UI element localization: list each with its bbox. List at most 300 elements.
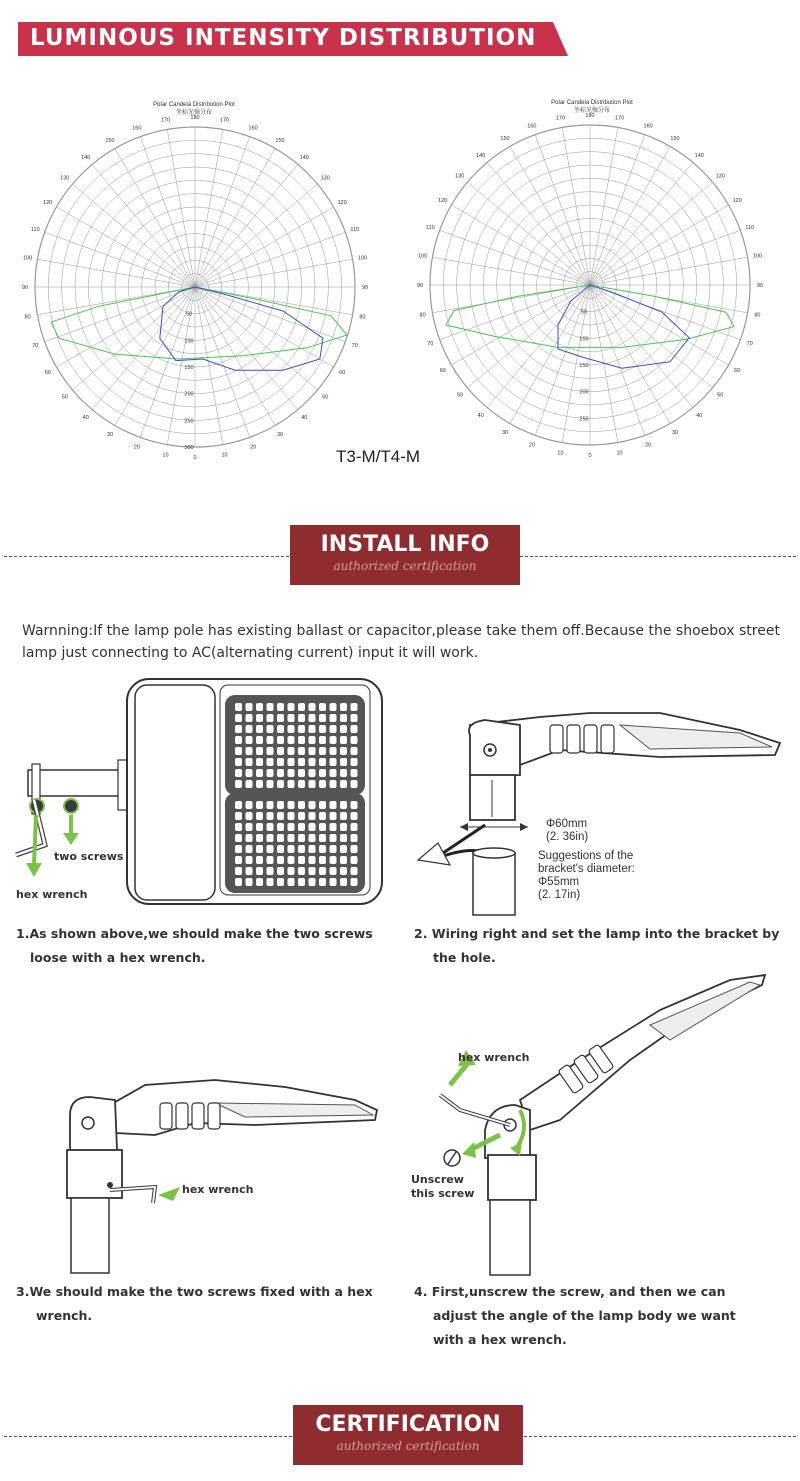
led-cell — [309, 845, 316, 853]
led-cell — [351, 845, 358, 853]
polar-spoke — [195, 232, 345, 287]
led-cell — [256, 758, 263, 766]
angle-label: 120 — [337, 200, 347, 206]
angle-label: 20 — [250, 444, 257, 451]
callout-hex-wrench-3: hex wrench — [182, 1183, 254, 1196]
led-cell — [298, 823, 305, 831]
led-cell — [330, 747, 337, 755]
callout-hex-wrench-4: hex wrench — [458, 1051, 530, 1064]
led-cell — [246, 856, 253, 864]
step-4-text: 4. First,unscrew the screw, and then we can adjust the angle of the lamp body we want with a hex wrench. — [414, 1284, 736, 1347]
illustration-fix-screws — [55, 1075, 385, 1275]
angle-label: 40 — [696, 413, 703, 420]
led-cell — [267, 703, 274, 711]
install-info-title: INSTALL INFO — [320, 532, 490, 557]
angle-label: 130 — [60, 175, 70, 182]
angle-label: 60 — [734, 368, 741, 374]
led-cell — [256, 856, 263, 864]
led-cell — [235, 834, 242, 842]
led-cell — [277, 725, 284, 733]
led-cell — [235, 736, 242, 744]
led-cell — [256, 725, 263, 733]
led-cell — [319, 714, 326, 722]
angle-label: 120 — [438, 198, 448, 204]
led-cell — [319, 769, 326, 777]
led-cell — [277, 856, 284, 864]
angle-label: 30 — [501, 430, 509, 437]
led-cell — [330, 845, 337, 853]
led-cell — [267, 736, 274, 744]
led-cell — [246, 703, 253, 711]
led-cell — [309, 823, 316, 831]
angle-label: 80 — [419, 312, 426, 319]
led-cell — [277, 714, 284, 722]
led-cell — [319, 736, 326, 744]
led-cell — [277, 758, 284, 766]
led-cell — [246, 780, 253, 788]
led-cell — [330, 856, 337, 864]
led-cell — [256, 867, 263, 875]
led-cell — [319, 747, 326, 755]
led-cell — [309, 856, 316, 864]
polar-spoke — [140, 137, 195, 287]
polar-spoke — [590, 285, 740, 340]
angle-label: 10 — [221, 452, 228, 459]
led-cell — [267, 834, 274, 842]
led-cell — [235, 769, 242, 777]
angle-label: 70 — [746, 341, 753, 348]
step-2-text: 2. Wiring right and set the lamp into the bracket by the hole. — [414, 926, 780, 965]
radial-label: 200 — [579, 389, 589, 396]
angle-label: 120 — [732, 198, 742, 204]
led-cell — [298, 834, 305, 842]
polar-spoke — [45, 232, 195, 287]
led-cell — [267, 867, 274, 875]
led-cell — [298, 812, 305, 820]
led-cell — [319, 758, 326, 766]
led-cell — [246, 725, 253, 733]
led-cell — [330, 758, 337, 766]
radial-label: 250 — [579, 416, 589, 423]
radial-label: 50 — [185, 311, 193, 318]
led-cell — [340, 823, 347, 831]
led-cell — [246, 878, 253, 886]
led-cell — [351, 736, 358, 744]
polar-spoke — [590, 230, 740, 285]
angle-label: 10 — [557, 450, 564, 457]
led-cell — [319, 801, 326, 809]
banner-title: LUMINOUS INTENSITY DISTRIBUTION — [30, 25, 537, 51]
led-cell — [288, 834, 295, 842]
led-cell — [288, 758, 295, 766]
polar-plot-title-left: Polar Candela Distribution Plot 坐标光强分布 — [153, 102, 235, 116]
led-cell — [351, 834, 358, 842]
angle-label: 70 — [32, 343, 39, 350]
led-cell — [267, 856, 274, 864]
led-cell — [330, 823, 337, 831]
angle-label: 110 — [350, 226, 360, 233]
led-cell — [288, 780, 295, 788]
led-cell — [309, 769, 316, 777]
led-cell — [298, 878, 305, 886]
led-cell — [330, 736, 337, 744]
led-cell — [340, 769, 347, 777]
divider-left-2 — [4, 1436, 292, 1437]
led-cell — [256, 845, 263, 853]
polar-spoke — [535, 135, 590, 285]
led-cell — [267, 758, 274, 766]
angle-label: 0 — [588, 453, 592, 459]
led-cell — [246, 758, 253, 766]
led-cell — [256, 703, 263, 711]
led-cell — [319, 867, 326, 875]
led-cell — [235, 856, 242, 864]
angle-label: 170 — [160, 117, 171, 124]
led-cell — [298, 856, 305, 864]
led-cell — [288, 878, 295, 886]
led-cell — [235, 758, 242, 766]
angle-label: 20 — [133, 444, 140, 451]
led-cell — [319, 780, 326, 788]
radial-label: 150 — [579, 363, 589, 369]
angle-label: 160 — [527, 123, 537, 130]
led-cell — [340, 703, 347, 711]
led-cell — [235, 780, 242, 788]
led-cell — [330, 714, 337, 722]
angle-label: 70 — [427, 341, 434, 348]
led-cell — [267, 780, 274, 788]
led-cell — [256, 823, 263, 831]
angle-label: 140 — [299, 154, 309, 161]
led-cell — [309, 834, 316, 842]
section-banner — [18, 22, 568, 56]
led-cell — [340, 714, 347, 722]
angle-label: 170 — [555, 115, 566, 122]
polar-spoke — [140, 287, 195, 437]
led-cell — [309, 758, 316, 766]
angle-label: 50 — [322, 394, 329, 401]
divider-right-2 — [524, 1436, 796, 1437]
diameter-60: Φ60mm (2. 36in) — [546, 818, 589, 843]
led-cell — [340, 736, 347, 744]
angle-label: 80 — [24, 314, 31, 321]
led-cell — [288, 856, 295, 864]
angle-label: 110 — [745, 224, 755, 231]
led-cell — [277, 845, 284, 853]
angle-label: 80 — [754, 312, 761, 319]
led-cell — [340, 780, 347, 788]
radial-label: 50 — [580, 309, 588, 316]
led-cell — [267, 823, 274, 831]
led-cell — [246, 834, 253, 842]
led-cell — [330, 801, 337, 809]
led-cell — [267, 747, 274, 755]
radial-label: 150 — [184, 365, 194, 371]
polar-plot-left — [20, 110, 380, 461]
led-cell — [351, 867, 358, 875]
led-cell — [330, 867, 337, 875]
led-cell — [246, 867, 253, 875]
angle-label: 10 — [616, 450, 623, 457]
angle-label: 120 — [43, 200, 53, 206]
angle-label: 50 — [61, 394, 68, 401]
led-cell — [277, 834, 284, 842]
angle-label: 30 — [106, 432, 114, 439]
led-cell — [319, 812, 326, 820]
led-cell — [267, 725, 274, 733]
led-cell — [277, 878, 284, 886]
angle-label: 40 — [477, 413, 484, 420]
polar-spoke — [535, 285, 590, 435]
led-cell — [319, 823, 326, 831]
led-cell — [309, 780, 316, 788]
led-cell — [351, 747, 358, 755]
angle-label: 100 — [22, 255, 33, 262]
led-cell — [298, 769, 305, 777]
angle-label: 140 — [81, 154, 91, 161]
led-cell — [340, 747, 347, 755]
angle-label: 50 — [456, 392, 463, 399]
model-label: T3-M/T4-M — [336, 447, 421, 466]
led-cell — [351, 725, 358, 733]
led-cell — [235, 878, 242, 886]
led-cell — [298, 725, 305, 733]
angle-label: 30 — [276, 432, 284, 439]
led-cell — [277, 812, 284, 820]
certification-header — [293, 1405, 523, 1465]
angle-label: 40 — [301, 415, 308, 422]
certification-title: CERTIFICATION — [315, 1412, 501, 1437]
angle-label: 180 — [190, 115, 200, 121]
polar-spoke — [590, 285, 645, 435]
led-cell — [298, 845, 305, 853]
led-cell — [319, 725, 326, 733]
angle-label: 100 — [752, 253, 763, 260]
led-cell — [267, 769, 274, 777]
led-cell — [351, 801, 358, 809]
led-cell — [277, 823, 284, 831]
led-cell — [330, 878, 337, 886]
led-cell — [288, 823, 295, 831]
bracket-suggestion: Suggestions of the bracket's diameter: Φ55mm (2. 17in) — [538, 850, 635, 901]
angle-label: 100 — [357, 255, 368, 262]
led-cell — [351, 769, 358, 777]
led-cell — [340, 878, 347, 886]
led-cell — [351, 758, 358, 766]
polar-spoke — [440, 285, 590, 343]
led-cell — [330, 780, 337, 788]
led-cell — [246, 714, 253, 722]
led-cell — [277, 769, 284, 777]
led-cell — [340, 867, 347, 875]
led-cell — [340, 845, 347, 853]
led-cell — [330, 812, 337, 820]
led-cell — [235, 801, 242, 809]
led-cell — [267, 801, 274, 809]
led-cell — [319, 856, 326, 864]
radial-label: 200 — [184, 391, 194, 398]
step-3-text: 3.We should make the two screws fixed with a hex wrench. — [16, 1284, 373, 1323]
angle-label: 160 — [132, 125, 142, 132]
angle-label: 130 — [715, 173, 725, 180]
led-cell — [351, 812, 358, 820]
led-cell — [235, 747, 242, 755]
led-cell — [319, 878, 326, 886]
led-cell — [235, 725, 242, 733]
led-cell — [340, 725, 347, 733]
led-cell — [298, 801, 305, 809]
angle-label: 40 — [82, 415, 89, 422]
led-cell — [246, 812, 253, 820]
polar-spoke — [195, 137, 250, 287]
led-cell — [319, 834, 326, 842]
install-info-header — [290, 525, 520, 585]
angle-label: 0 — [193, 455, 197, 461]
led-cell — [246, 769, 253, 777]
led-cell — [235, 714, 242, 722]
led-cell — [351, 856, 358, 864]
led-cell — [340, 758, 347, 766]
led-cell — [267, 845, 274, 853]
led-cell — [309, 747, 316, 755]
angle-label: 60 — [439, 368, 446, 374]
led-cell — [309, 736, 316, 744]
led-cell — [256, 801, 263, 809]
led-cell — [267, 812, 274, 820]
led-cell — [246, 736, 253, 744]
led-cell — [330, 834, 337, 842]
radial-label: 300 — [184, 445, 194, 451]
angle-label: 130 — [455, 173, 465, 180]
led-cell — [288, 714, 295, 722]
angle-label: 70 — [351, 343, 358, 350]
polar-plot-title-right: Polar Candela Distribution Plot 坐标光强分布 — [551, 100, 633, 114]
led-cell — [256, 747, 263, 755]
led-cell — [235, 703, 242, 711]
led-cell — [351, 823, 358, 831]
led-cell — [319, 845, 326, 853]
polar-plot-right — [415, 108, 775, 459]
led-cell — [277, 747, 284, 755]
led-cell — [288, 703, 295, 711]
led-cell — [256, 714, 263, 722]
led-cell — [267, 878, 274, 886]
angle-label: 160 — [248, 125, 258, 132]
led-cell — [319, 703, 326, 711]
led-cell — [235, 823, 242, 831]
angle-label: 90 — [416, 283, 424, 289]
led-cell — [288, 812, 295, 820]
led-cell — [298, 703, 305, 711]
callout-two-screws: two screws — [54, 850, 124, 863]
led-cell — [288, 867, 295, 875]
led-cell — [351, 703, 358, 711]
angle-label: 140 — [694, 152, 704, 159]
angle-label: 30 — [671, 430, 679, 437]
led-cell — [256, 769, 263, 777]
polar-spoke — [45, 287, 195, 345]
led-cell — [298, 758, 305, 766]
angle-label: 80 — [359, 314, 366, 321]
divider-right — [520, 556, 796, 557]
angle-label: 150 — [500, 135, 510, 142]
certification-subtitle: authorized certification — [336, 1439, 480, 1453]
led-cell — [340, 801, 347, 809]
led-cell — [277, 801, 284, 809]
warning-text: Warnning:If the lamp pole has existing ballast or capacitor,please take them off.Because the shoebox street lamp just connecting to AC(alternating current) input it will work. — [22, 623, 780, 661]
led-cell — [330, 725, 337, 733]
led-cell — [351, 780, 358, 788]
led-cell — [256, 878, 263, 886]
angle-label: 150 — [275, 137, 285, 144]
led-cell — [256, 812, 263, 820]
illustration-top-view — [10, 675, 390, 910]
polar-spoke — [590, 135, 645, 285]
illustration-adjust-angle — [430, 970, 775, 1280]
led-cell — [340, 856, 347, 864]
led-cell — [309, 714, 316, 722]
polar-spoke — [440, 230, 590, 285]
angle-label: 180 — [585, 113, 595, 119]
led-cell — [256, 780, 263, 788]
led-cell — [277, 867, 284, 875]
led-cell — [235, 812, 242, 820]
angle-label: 10 — [162, 452, 169, 459]
angle-label: 110 — [425, 224, 435, 231]
led-cell — [330, 769, 337, 777]
angle-label: 50 — [717, 392, 724, 399]
led-cell — [246, 845, 253, 853]
led-cell — [246, 801, 253, 809]
callout-unscrew: Unscrew this screw — [411, 1173, 475, 1200]
led-cell — [309, 878, 316, 886]
radial-label: 250 — [184, 418, 194, 425]
led-cell — [235, 845, 242, 853]
led-cell — [288, 769, 295, 777]
led-cell — [298, 780, 305, 788]
led-cell — [267, 714, 274, 722]
led-cell — [288, 801, 295, 809]
angle-label: 90 — [21, 285, 29, 291]
step-1-text: 1.As shown above,we should make the two screws loose with a hex wrench. — [16, 926, 373, 965]
led-cell — [309, 812, 316, 820]
led-cell — [288, 736, 295, 744]
led-cell — [298, 714, 305, 722]
led-cell — [277, 780, 284, 788]
led-cell — [340, 834, 347, 842]
angle-label: 170 — [219, 117, 230, 124]
angle-label: 160 — [643, 123, 653, 130]
angle-label: 170 — [614, 115, 625, 122]
angle-label: 90 — [756, 283, 764, 289]
led-cell — [351, 714, 358, 722]
led-cell — [309, 867, 316, 875]
angle-label: 100 — [417, 253, 428, 260]
led-cell — [298, 747, 305, 755]
led-cell — [309, 725, 316, 733]
angle-label: 150 — [105, 137, 115, 144]
led-cell — [298, 736, 305, 744]
angle-label: 110 — [30, 226, 40, 233]
led-cell — [309, 801, 316, 809]
led-cell — [246, 823, 253, 831]
led-cell — [330, 703, 337, 711]
led-cell — [309, 703, 316, 711]
angle-label: 130 — [320, 175, 330, 182]
led-cell — [277, 736, 284, 744]
angle-label: 150 — [670, 135, 680, 142]
led-cell — [288, 845, 295, 853]
